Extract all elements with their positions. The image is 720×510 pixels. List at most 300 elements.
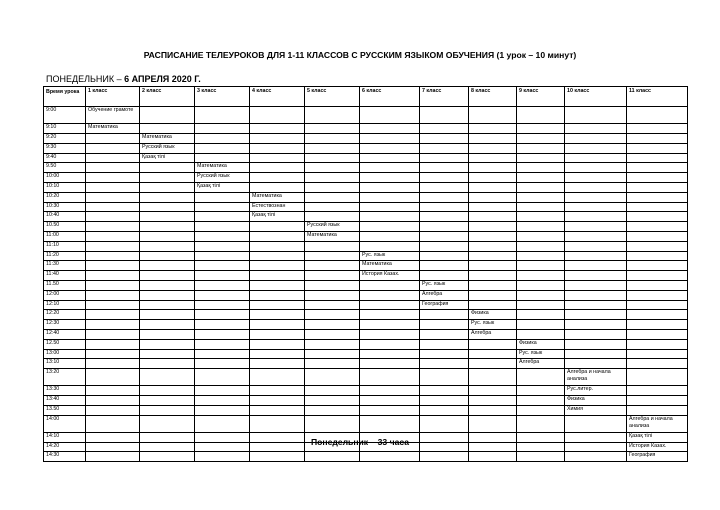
- day-heading: [46, 74, 201, 84]
- lesson-cell: [305, 396, 360, 406]
- lesson-cell: [140, 241, 195, 251]
- lesson-cell: [305, 261, 360, 271]
- lesson-cell: [420, 386, 469, 396]
- lesson-cell: [140, 310, 195, 320]
- lesson-cell: [86, 405, 140, 415]
- table-row: [44, 231, 688, 241]
- lesson-cell: [305, 251, 360, 261]
- lesson-cell: [469, 231, 517, 241]
- lesson-cell: [420, 339, 469, 349]
- time-cell: 11:10: [44, 241, 86, 251]
- lesson-cell: [195, 369, 250, 386]
- lesson-cell: [469, 396, 517, 406]
- lesson-cell: [517, 192, 565, 202]
- table-row: [44, 415, 688, 432]
- lesson-cell: [250, 133, 305, 143]
- lesson-cell: Қазақ тілі: [195, 182, 250, 192]
- lesson-cell: [250, 359, 305, 369]
- lesson-cell: [86, 415, 140, 432]
- lesson-cell: [420, 153, 469, 163]
- lesson-cell: [250, 415, 305, 432]
- lesson-cell: [86, 222, 140, 232]
- lesson-cell: [305, 163, 360, 173]
- lesson-cell: [140, 359, 195, 369]
- lesson-cell: Русский язык: [195, 173, 250, 183]
- lesson-cell: [565, 320, 627, 330]
- lesson-cell: [140, 271, 195, 281]
- lesson-cell: [195, 405, 250, 415]
- time-cell: 9:30: [44, 143, 86, 153]
- time-cell: 13:10: [44, 359, 86, 369]
- lesson-cell: [195, 222, 250, 232]
- column-header-class-11: 11 класс: [627, 87, 688, 107]
- total-hours: Понедельник – 33 часа: [310, 437, 410, 447]
- table-row: [44, 222, 688, 232]
- lesson-cell: [469, 222, 517, 232]
- lesson-cell: [140, 173, 195, 183]
- time-cell: 12:10: [44, 300, 86, 310]
- lesson-cell: [420, 359, 469, 369]
- table-row: [44, 300, 688, 310]
- lesson-cell: [86, 329, 140, 339]
- lesson-cell: [565, 212, 627, 222]
- lesson-cell: [627, 405, 688, 415]
- lesson-cell: Қазақ тілі: [140, 153, 195, 163]
- lesson-cell: [627, 359, 688, 369]
- lesson-cell: [627, 396, 688, 406]
- lesson-cell: [517, 261, 565, 271]
- lesson-cell: [517, 222, 565, 232]
- lesson-cell: [86, 173, 140, 183]
- lesson-cell: [140, 320, 195, 330]
- lesson-cell: [360, 290, 420, 300]
- lesson-cell: [195, 329, 250, 339]
- lesson-cell: [565, 231, 627, 241]
- lesson-cell: [420, 173, 469, 183]
- lesson-cell: [86, 153, 140, 163]
- table-row: [44, 133, 688, 143]
- lesson-cell: [469, 415, 517, 432]
- time-cell: 9:10: [44, 124, 86, 134]
- lesson-cell: Алгебра: [469, 329, 517, 339]
- lesson-cell: [565, 300, 627, 310]
- table-row: [44, 349, 688, 359]
- lesson-cell: [565, 163, 627, 173]
- lesson-cell: [305, 369, 360, 386]
- lesson-cell: [565, 107, 627, 124]
- time-cell: 10:20: [44, 192, 86, 202]
- lesson-cell: [305, 359, 360, 369]
- lesson-cell: [86, 310, 140, 320]
- lesson-cell: [140, 290, 195, 300]
- lesson-cell: [627, 320, 688, 330]
- lesson-cell: [250, 386, 305, 396]
- lesson-cell: [517, 386, 565, 396]
- lesson-cell: [469, 133, 517, 143]
- lesson-cell: [420, 415, 469, 432]
- lesson-cell: [195, 271, 250, 281]
- lesson-cell: [250, 290, 305, 300]
- lesson-cell: [86, 143, 140, 153]
- column-header-class-10: 10 класс: [565, 87, 627, 107]
- lesson-cell: [469, 339, 517, 349]
- lesson-cell: [627, 241, 688, 251]
- time-cell: 11:40: [44, 271, 86, 281]
- lesson-cell: [140, 349, 195, 359]
- time-cell: 13:00: [44, 349, 86, 359]
- lesson-cell: [517, 163, 565, 173]
- lesson-cell: [469, 386, 517, 396]
- time-cell: 9.50: [44, 163, 86, 173]
- lesson-cell: [250, 124, 305, 134]
- lesson-cell: [250, 163, 305, 173]
- lesson-cell: [420, 320, 469, 330]
- time-cell: 13:40: [44, 396, 86, 406]
- lesson-cell: [305, 320, 360, 330]
- lesson-cell: [360, 452, 420, 462]
- table-row: [44, 241, 688, 251]
- table-row: [44, 202, 688, 212]
- lesson-cell: [517, 173, 565, 183]
- lesson-cell: [565, 222, 627, 232]
- lesson-cell: [469, 107, 517, 124]
- lesson-cell: Обучение грамоте: [86, 107, 140, 124]
- lesson-cell: [469, 163, 517, 173]
- lesson-cell: [86, 241, 140, 251]
- lesson-cell: Естествознан: [250, 202, 305, 212]
- time-cell: 9:20: [44, 133, 86, 143]
- time-cell: 12:00: [44, 290, 86, 300]
- table-row: [44, 320, 688, 330]
- table-row: [44, 124, 688, 134]
- table-row: [44, 396, 688, 406]
- lesson-cell: [250, 251, 305, 261]
- lesson-cell: [517, 212, 565, 222]
- lesson-cell: [565, 202, 627, 212]
- lesson-cell: [360, 163, 420, 173]
- lesson-cell: [627, 310, 688, 320]
- lesson-cell: [627, 261, 688, 271]
- lesson-cell: [305, 153, 360, 163]
- lesson-cell: [565, 329, 627, 339]
- lesson-cell: [140, 405, 195, 415]
- lesson-cell: [420, 163, 469, 173]
- lesson-cell: [469, 290, 517, 300]
- time-cell: 11.50: [44, 280, 86, 290]
- lesson-cell: [420, 192, 469, 202]
- lesson-cell: [195, 124, 250, 134]
- lesson-cell: [627, 212, 688, 222]
- column-header-class-5: 5 класс: [305, 87, 360, 107]
- lesson-cell: [360, 329, 420, 339]
- lesson-cell: [360, 133, 420, 143]
- lesson-cell: [140, 280, 195, 290]
- time-cell: 12:30: [44, 320, 86, 330]
- lesson-cell: [517, 290, 565, 300]
- lesson-cell: [627, 222, 688, 232]
- lesson-cell: [627, 153, 688, 163]
- lesson-cell: [195, 310, 250, 320]
- lesson-cell: [305, 310, 360, 320]
- lesson-cell: [305, 271, 360, 281]
- lesson-cell: [420, 349, 469, 359]
- lesson-cell: [517, 241, 565, 251]
- column-header-class-3: 3 класс: [195, 87, 250, 107]
- lesson-cell: [250, 107, 305, 124]
- lesson-cell: [250, 310, 305, 320]
- time-cell: 14:10: [44, 432, 86, 442]
- lesson-cell: Қазақ тілі: [250, 212, 305, 222]
- lesson-cell: Рус. язык: [360, 251, 420, 261]
- lesson-cell: [140, 261, 195, 271]
- lesson-cell: [195, 300, 250, 310]
- lesson-cell: [86, 251, 140, 261]
- time-cell: 12.50: [44, 339, 86, 349]
- lesson-cell: [250, 222, 305, 232]
- lesson-cell: [469, 192, 517, 202]
- lesson-cell: [86, 212, 140, 222]
- table-row: [44, 452, 688, 462]
- lesson-cell: [195, 359, 250, 369]
- lesson-cell: [360, 202, 420, 212]
- lesson-cell: [420, 143, 469, 153]
- lesson-cell: [565, 415, 627, 432]
- lesson-cell: [517, 251, 565, 261]
- time-cell: 9:40: [44, 153, 86, 163]
- table-row: [44, 143, 688, 153]
- lesson-cell: [469, 452, 517, 462]
- lesson-cell: [627, 163, 688, 173]
- time-cell: 13:30: [44, 386, 86, 396]
- lesson-cell: [517, 300, 565, 310]
- time-cell: 10:30: [44, 202, 86, 212]
- lesson-cell: [517, 182, 565, 192]
- lesson-cell: [360, 349, 420, 359]
- lesson-cell: [195, 107, 250, 124]
- table-body: [44, 107, 688, 462]
- lesson-cell: [627, 290, 688, 300]
- table-row: [44, 329, 688, 339]
- table-row: [44, 261, 688, 271]
- table-row: [44, 359, 688, 369]
- lesson-cell: [250, 369, 305, 386]
- lesson-cell: [627, 386, 688, 396]
- lesson-cell: [305, 192, 360, 202]
- lesson-cell: [360, 124, 420, 134]
- column-header-class-1: 1 класс: [86, 87, 140, 107]
- lesson-cell: [627, 369, 688, 386]
- lesson-cell: [140, 339, 195, 349]
- lesson-cell: [305, 386, 360, 396]
- lesson-cell: [517, 280, 565, 290]
- time-cell: 10.50: [44, 222, 86, 232]
- lesson-cell: [627, 182, 688, 192]
- lesson-cell: [627, 202, 688, 212]
- lesson-cell: [250, 231, 305, 241]
- lesson-cell: [420, 124, 469, 134]
- lesson-cell: [517, 271, 565, 281]
- lesson-cell: [565, 310, 627, 320]
- time-cell: 11:00: [44, 231, 86, 241]
- lesson-cell: [565, 349, 627, 359]
- lesson-cell: Рус.литер.: [565, 386, 627, 396]
- lesson-cell: География: [420, 300, 469, 310]
- lesson-cell: [565, 290, 627, 300]
- lesson-cell: [420, 107, 469, 124]
- lesson-cell: Рус. язык: [517, 349, 565, 359]
- lesson-cell: [360, 386, 420, 396]
- lesson-cell: [517, 124, 565, 134]
- lesson-cell: [420, 310, 469, 320]
- lesson-cell: [305, 107, 360, 124]
- lesson-cell: [420, 396, 469, 406]
- time-cell: 14:30: [44, 452, 86, 462]
- lesson-cell: [627, 300, 688, 310]
- table-row: [44, 192, 688, 202]
- lesson-cell: Математика: [250, 192, 305, 202]
- lesson-cell: [360, 405, 420, 415]
- lesson-cell: История Казах.: [627, 442, 688, 452]
- lesson-cell: [360, 310, 420, 320]
- table-row: [44, 173, 688, 183]
- lesson-cell: [140, 231, 195, 241]
- lesson-cell: [360, 396, 420, 406]
- lesson-cell: [140, 452, 195, 462]
- lesson-cell: [565, 124, 627, 134]
- table-row: [44, 310, 688, 320]
- lesson-cell: [627, 231, 688, 241]
- lesson-cell: [565, 452, 627, 462]
- lesson-cell: [627, 349, 688, 359]
- lesson-cell: [360, 280, 420, 290]
- lesson-cell: [420, 452, 469, 462]
- time-cell: 11:20: [44, 251, 86, 261]
- lesson-cell: [250, 405, 305, 415]
- lesson-cell: Математика: [305, 231, 360, 241]
- lesson-cell: [360, 339, 420, 349]
- lesson-cell: [250, 349, 305, 359]
- time-cell: 14:20: [44, 442, 86, 452]
- lesson-cell: [469, 261, 517, 271]
- lesson-cell: [517, 310, 565, 320]
- lesson-cell: [140, 107, 195, 124]
- lesson-cell: [360, 359, 420, 369]
- lesson-cell: [565, 182, 627, 192]
- lesson-cell: [195, 241, 250, 251]
- lesson-cell: [195, 202, 250, 212]
- lesson-cell: [360, 231, 420, 241]
- lesson-cell: [305, 349, 360, 359]
- lesson-cell: [250, 452, 305, 462]
- lesson-cell: [305, 300, 360, 310]
- column-header-class-4: 4 класс: [250, 87, 305, 107]
- lesson-cell: [250, 271, 305, 281]
- lesson-cell: [140, 212, 195, 222]
- lesson-cell: [360, 143, 420, 153]
- lesson-cell: [517, 107, 565, 124]
- lesson-cell: [360, 212, 420, 222]
- lesson-cell: География: [627, 452, 688, 462]
- lesson-cell: [250, 300, 305, 310]
- lesson-cell: [420, 202, 469, 212]
- lesson-cell: [140, 329, 195, 339]
- lesson-cell: [250, 329, 305, 339]
- table-row: [44, 153, 688, 163]
- lesson-cell: [420, 133, 469, 143]
- lesson-cell: [469, 212, 517, 222]
- lesson-cell: [195, 452, 250, 462]
- lesson-cell: [565, 192, 627, 202]
- lesson-cell: [195, 261, 250, 271]
- lesson-cell: [469, 405, 517, 415]
- lesson-cell: [420, 329, 469, 339]
- lesson-cell: Математика: [360, 261, 420, 271]
- lesson-cell: Русский язык: [305, 222, 360, 232]
- lesson-cell: [627, 329, 688, 339]
- time-cell: 10:00: [44, 173, 86, 183]
- lesson-cell: [565, 339, 627, 349]
- lesson-cell: [305, 182, 360, 192]
- lesson-cell: [86, 192, 140, 202]
- time-cell: 13:20: [44, 369, 86, 386]
- lesson-cell: [420, 222, 469, 232]
- lesson-cell: [305, 415, 360, 432]
- lesson-cell: [250, 339, 305, 349]
- lesson-cell: [86, 202, 140, 212]
- lesson-cell: [360, 107, 420, 124]
- day-label: ПОНЕДЕЛЬНИК –: [46, 74, 122, 84]
- lesson-cell: Химия: [565, 405, 627, 415]
- lesson-cell: [140, 124, 195, 134]
- lesson-cell: [517, 369, 565, 386]
- lesson-cell: [195, 396, 250, 406]
- table-row: [44, 405, 688, 415]
- time-cell: 14:00: [44, 415, 86, 432]
- lesson-cell: [469, 300, 517, 310]
- lesson-cell: [86, 339, 140, 349]
- lesson-cell: [565, 251, 627, 261]
- lesson-cell: [360, 300, 420, 310]
- lesson-cell: [195, 192, 250, 202]
- lesson-cell: Алгебра: [517, 359, 565, 369]
- lesson-cell: [140, 396, 195, 406]
- lesson-cell: Русский язык: [140, 143, 195, 153]
- lesson-cell: [517, 320, 565, 330]
- lesson-cell: [86, 452, 140, 462]
- lesson-cell: [195, 290, 250, 300]
- lesson-cell: [469, 359, 517, 369]
- lesson-cell: [420, 261, 469, 271]
- lesson-cell: [195, 212, 250, 222]
- lesson-cell: [86, 369, 140, 386]
- lesson-cell: Физика: [517, 339, 565, 349]
- lesson-cell: [195, 415, 250, 432]
- lesson-cell: [469, 124, 517, 134]
- lesson-cell: [565, 241, 627, 251]
- lesson-cell: [305, 405, 360, 415]
- lesson-cell: [250, 143, 305, 153]
- lesson-cell: [305, 452, 360, 462]
- table-row: [44, 182, 688, 192]
- lesson-cell: Физика: [565, 396, 627, 406]
- lesson-cell: Алгебра и начала анализа: [627, 415, 688, 432]
- lesson-cell: [627, 133, 688, 143]
- lesson-cell: [627, 107, 688, 124]
- time-cell: 12:40: [44, 329, 86, 339]
- lesson-cell: [140, 415, 195, 432]
- lesson-cell: [565, 153, 627, 163]
- column-header-class-7: 7 класс: [420, 87, 469, 107]
